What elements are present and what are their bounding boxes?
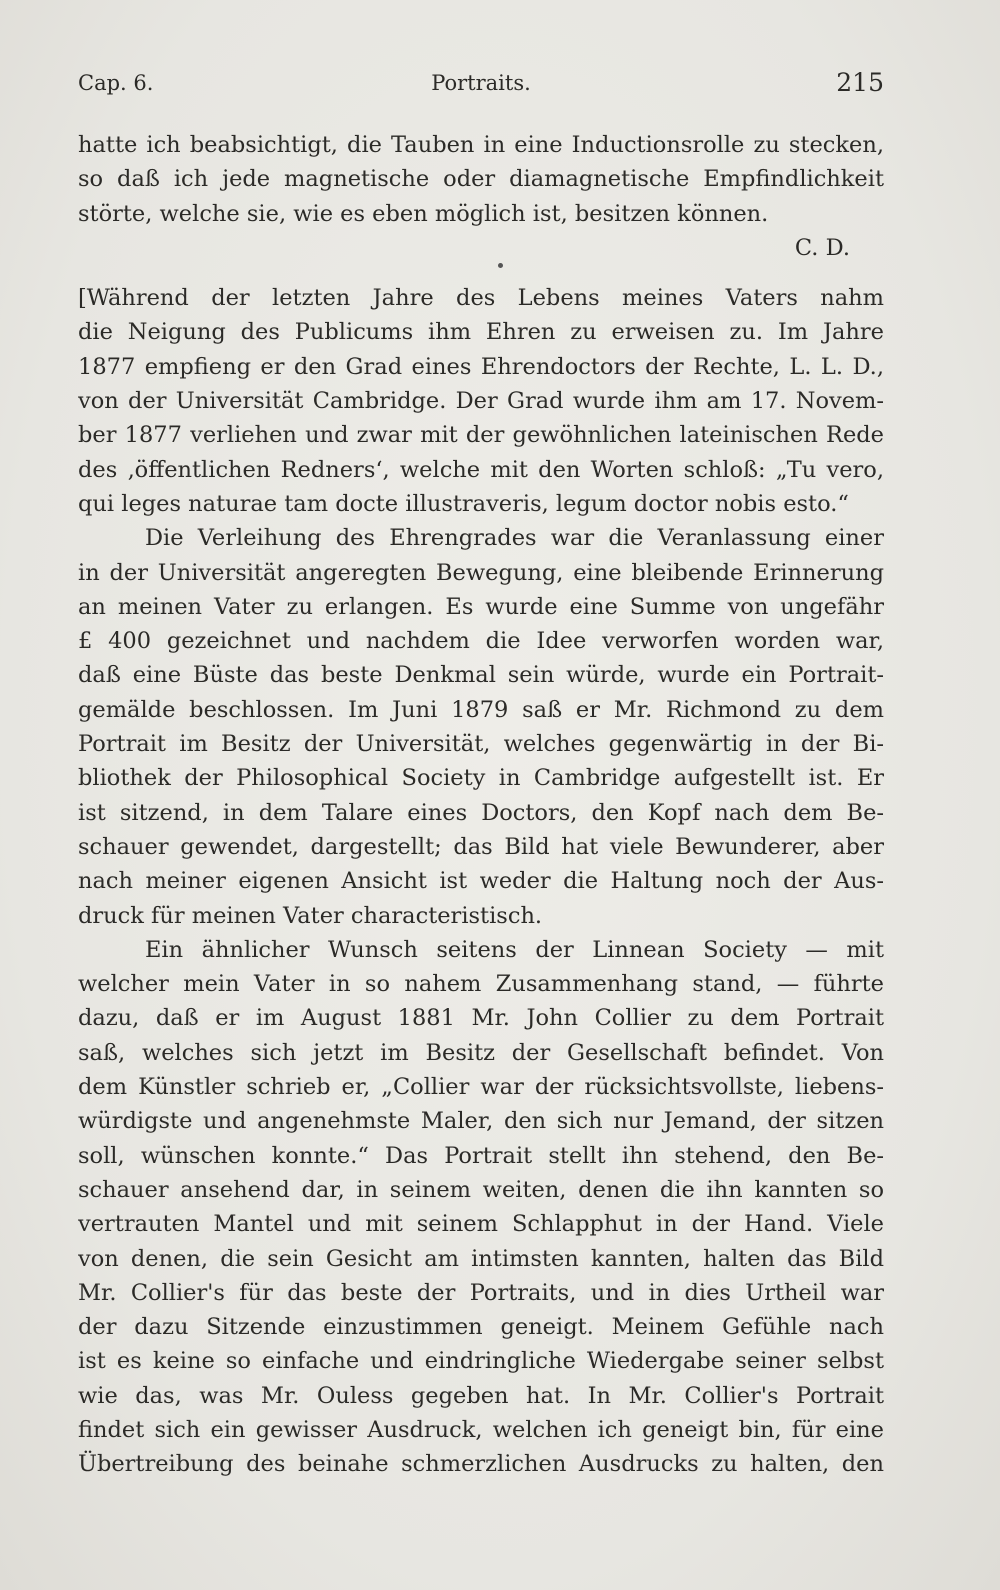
- text-line: in der Universität angeregten Bewegung, eine bleibende Erinnerung: [78, 559, 884, 586]
- text-line: saß, welches sich jetzt im Besitz der Gesellschaft befindet. Von: [78, 1039, 884, 1066]
- chapter-label: Cap. 6.: [78, 71, 154, 95]
- text-line: des ‚öffentlichen Redners‘, welche mit den Worten schloß: „Tu vero,: [78, 456, 884, 483]
- text-line: qui leges naturae tam docte illustraveris, legum doctor nobis esto.“: [78, 490, 849, 517]
- text-line: daß eine Büste das beste Denkmal sein würde, wurde ein Portrait-: [78, 662, 884, 689]
- text-line: welcher mein Vater in so nahem Zusammenhang stand, — führte: [78, 971, 884, 998]
- text-line: bliothek der Philosophical Society in Cambridge aufgestellt ist. Er: [78, 765, 884, 792]
- text-line: an meinen Vater zu erlangen. Es wurde eine Summe von ungefähr: [78, 593, 884, 620]
- text-line: so daß ich jede magnetische oder diamagnetische Empfindlichkeit: [78, 166, 884, 193]
- page-number: 215: [836, 68, 884, 97]
- text-line: vertrauten Mantel und mit seinem Schlapphut in der Hand. Viele: [78, 1211, 884, 1238]
- running-title: Portraits.: [431, 71, 531, 95]
- text-line: schauer gewendet, dargestellt; das Bild hat viele Bewunderer, aber: [78, 833, 884, 860]
- text-line: hatte ich beabsichtigt, die Tauben in eine Inductionsrolle zu stecken,: [78, 132, 884, 158]
- signature: C. D.: [794, 234, 850, 261]
- text-line: 1877 empfieng er den Grad eines Ehrendoctors der Rechte, L. L. D.,: [78, 353, 884, 380]
- text-line: findet sich ein gewisser Ausdruck, welchen ich geneigt bin, für eine: [78, 1416, 884, 1443]
- text-line: von der Universität Cambridge. Der Grad wurde ihm am 17. Novem-: [78, 388, 884, 415]
- paragraph-1: [78, 128, 884, 265]
- text-line: ber 1877 verliehen und zwar mit der gewöhnlichen lateinischen Rede: [78, 422, 884, 449]
- text-line: Mr. Collier's für das beste der Portraits, und in dies Urtheil war: [78, 1279, 884, 1306]
- text-line: £ 400 gezeichnet und nachdem die Idee verworfen worden war,: [78, 628, 884, 655]
- text-line: Übertreibung des beinahe schmerzlichen Ausdrucks zu halten, den: [78, 1451, 884, 1478]
- text-line: von denen, die sein Gesicht am intimsten kannten, halten das Bild: [78, 1245, 884, 1272]
- text-line: Ein ähnlicher Wunsch seitens der Linnean Society — mit: [145, 936, 884, 963]
- text-line: dazu, daß er im August 1881 Mr. John Collier zu dem Portrait: [78, 1005, 884, 1032]
- paragraph-4: [78, 933, 884, 1482]
- text-line: der dazu Sitzende einzustimmen geneigt. Meinem Gefühle nach: [78, 1314, 884, 1341]
- text-line: druck für meinen Vater characteristisch.: [78, 902, 543, 929]
- paragraph-3: [78, 521, 884, 933]
- running-head: [78, 66, 884, 100]
- body-text: [78, 128, 884, 1482]
- text-line: störte, welche sie, wie es eben möglich ist, besitzen können.: [78, 200, 769, 227]
- text-line: dem Künstler schrieb er, „Collier war der rücksichtsvollste, liebens-: [78, 1074, 884, 1101]
- text-line: ist es keine so einfache und eindringliche Wiedergabe seiner selbst: [78, 1348, 884, 1375]
- divider-dot: [498, 263, 503, 268]
- text-line: [Während der letzten Jahre des Lebens meines Vaters nahm: [78, 285, 884, 312]
- text-line: wie das, was Mr. Ouless gegeben hat. In Mr. Collier's Portrait: [78, 1382, 884, 1409]
- text-line: die Neigung des Publicums ihm Ehren zu erweisen zu. Im Jahre: [78, 319, 884, 346]
- text-line: Die Verleihung des Ehrengrades war die Veranlassung einer: [145, 525, 884, 552]
- text-line: soll, wünschen konnte.“ Das Portrait stellt ihn stehend, den Be-: [78, 1142, 884, 1169]
- section-divider: [78, 265, 884, 281]
- text-line: würdigste und angenehmste Maler, den sich nur Jemand, der sitzen: [78, 1108, 884, 1135]
- text-line: schauer ansehend dar, in seinem weiten, denen die ihn kannten so: [78, 1176, 884, 1203]
- text-line: ist sitzend, in dem Talare eines Doctors, den Kopf nach dem Be-: [78, 799, 884, 826]
- text-line: nach meiner eigenen Ansicht ist weder die Haltung noch der Aus-: [78, 868, 884, 895]
- text-line: gemälde beschlossen. Im Juni 1879 saß er Mr. Richmond zu dem: [78, 696, 884, 723]
- paragraph-2: [78, 281, 884, 521]
- text-line: Portrait im Besitz der Universität, welches gegenwärtig in der Bi-: [78, 731, 884, 758]
